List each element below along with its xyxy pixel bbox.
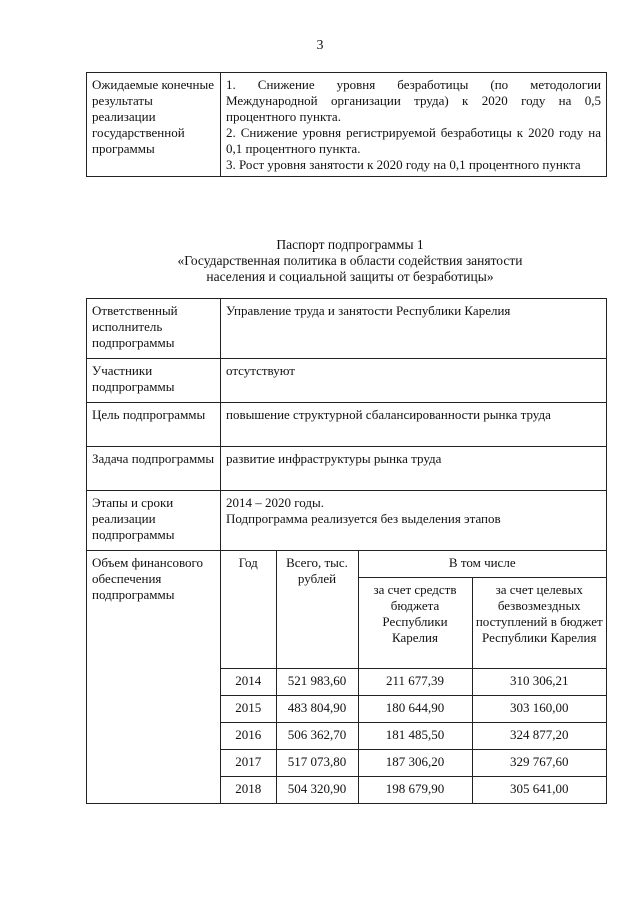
finance-budget: 180 644,90: [358, 696, 472, 723]
expected-results-label: Ожидаемые конечные результаты реализации государственной программы: [87, 73, 221, 177]
expected-results-table: [86, 72, 607, 177]
passport-row: [87, 299, 607, 359]
passport-row-finance: [87, 551, 607, 804]
passport-title: Паспорт подпрограммы 1: [276, 237, 424, 252]
passport-row-value: повышение структурной сбалансированности рынка труда: [221, 403, 607, 447]
finance-col-grants: за счет целевых безвозмездных поступлений в бюджет Республики Карелия: [472, 578, 606, 669]
finance-budget: 198 679,90: [358, 777, 472, 804]
subprogram-passport-table: [86, 298, 607, 804]
finance-cell: [221, 551, 607, 804]
stages-label: Этапы и сроки реализации подпрограммы: [87, 491, 221, 551]
passport-row-value: Управление труда и занятости Республики Карелия: [221, 299, 607, 359]
passport-row: [87, 403, 607, 447]
finance-grants: 303 160,00: [472, 696, 606, 723]
finance-grants: 305 641,00: [472, 777, 606, 804]
passport-heading: [90, 237, 610, 285]
finance-col-budget: за счет средств бюджета Республики Карелия: [358, 578, 472, 669]
passport-row-value: развитие инфраструктуры рынка труда: [221, 447, 607, 491]
expected-results-value: [221, 73, 607, 177]
finance-year: 2017: [221, 750, 276, 777]
stages-line-2: Подпрограмма реализуется без выделения этапов: [226, 511, 501, 526]
finance-label: Объем финансового обеспечения подпрограммы: [87, 551, 221, 804]
finance-header-row: [221, 551, 606, 578]
finance-year: 2014: [221, 669, 276, 696]
finance-table: [221, 551, 606, 803]
expected-result-2: 2. Снижение уровня регистрируемой безработицы к 2020 году на 0,1 процентного пункта.: [226, 125, 601, 156]
finance-grants: 310 306,21: [472, 669, 606, 696]
passport-subtitle-line-1: «Государственная политика в области содействия занятости: [177, 253, 523, 268]
finance-data-row: [221, 696, 606, 723]
finance-year: 2016: [221, 723, 276, 750]
expected-result-3: 3. Рост уровня занятости к 2020 году на 0,1 процентного пункта: [226, 157, 581, 172]
passport-row-label: Ответственный исполнитель подпрограммы: [87, 299, 221, 359]
finance-year: 2018: [221, 777, 276, 804]
finance-data-row: [221, 750, 606, 777]
finance-col-year: Год: [221, 551, 276, 669]
finance-data-row: [221, 723, 606, 750]
finance-budget: 211 677,39: [358, 669, 472, 696]
expected-results-row: [87, 73, 607, 177]
finance-data-row: [221, 777, 606, 804]
passport-row-label: Участники подпрограммы: [87, 359, 221, 403]
passport-row-label: Задача подпрограммы: [87, 447, 221, 491]
passport-row-stages: [87, 491, 607, 551]
passport-row-label: Цель подпрограммы: [87, 403, 221, 447]
finance-budget: 181 485,50: [358, 723, 472, 750]
passport-subtitle-line-2: населения и социальной защиты от безработицы»: [206, 269, 494, 284]
finance-total: 521 983,60: [276, 669, 358, 696]
finance-grants: 324 877,20: [472, 723, 606, 750]
finance-year: 2015: [221, 696, 276, 723]
passport-row: [87, 359, 607, 403]
finance-total: 506 362,70: [276, 723, 358, 750]
finance-budget: 187 306,20: [358, 750, 472, 777]
expected-result-1: 1. Снижение уровня безработицы (по методологии Международной организации труда) к 2020 году на 0,5 процентного пункта.: [226, 77, 601, 124]
finance-grants: 329 767,60: [472, 750, 606, 777]
finance-data-row: [221, 669, 606, 696]
stages-line-1: 2014 – 2020 годы.: [226, 495, 324, 510]
stages-value: [221, 491, 607, 551]
finance-total: 517 073,80: [276, 750, 358, 777]
finance-col-total: Всего, тыс. рублей: [276, 551, 358, 669]
finance-col-including: В том числе: [358, 551, 606, 578]
passport-row-value: отсутствуют: [221, 359, 607, 403]
finance-total: 504 320,90: [276, 777, 358, 804]
passport-row: [87, 447, 607, 491]
page-number: 3: [316, 38, 324, 53]
finance-total: 483 804,90: [276, 696, 358, 723]
